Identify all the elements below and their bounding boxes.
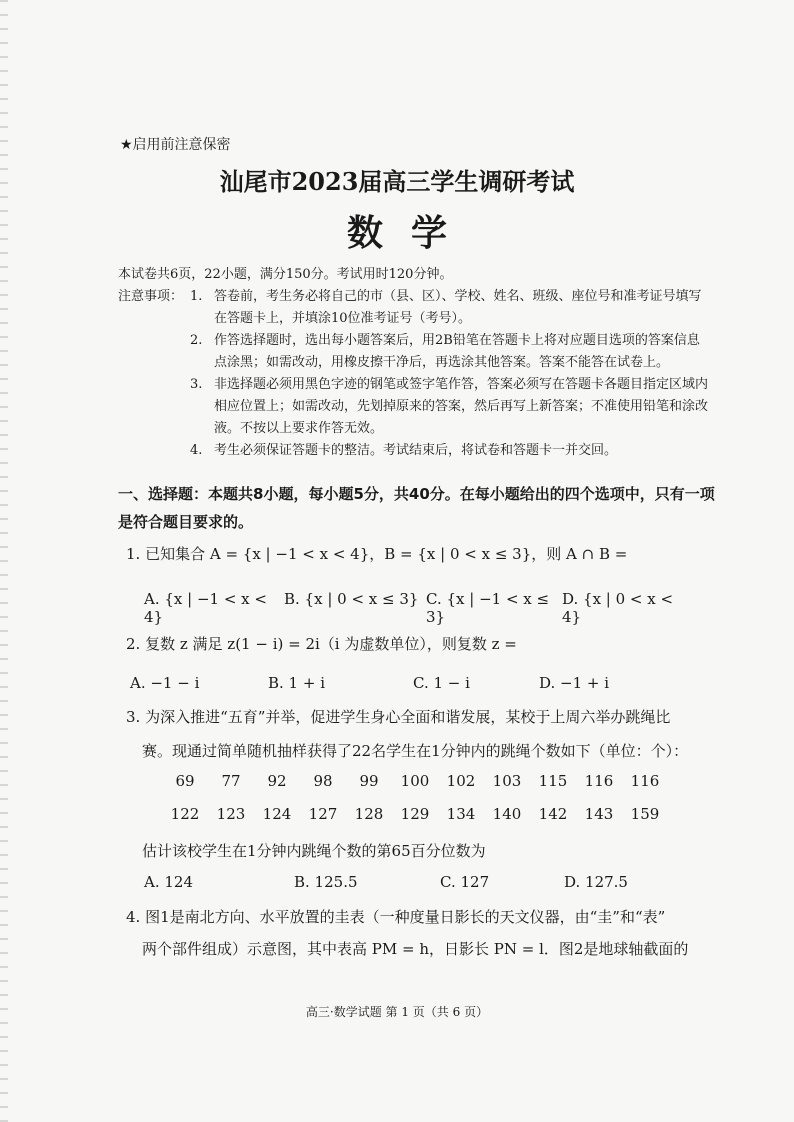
data-value: 134 [446,805,476,823]
data-value: 124 [262,805,292,823]
data-value: 116 [630,772,660,790]
data-value: 128 [354,805,384,823]
note-item [118,374,708,440]
option-b: B. 1 + i [268,674,326,692]
data-value: 92 [267,772,287,790]
question-1-options [144,590,682,626]
section-heading: 一、选择题：本题共8小题，每小题5分，共40分。在每小题给出的四个选项中，只有一项是符合题目要求的。 [118,485,715,531]
question-4-line1: 4. 图1是南北方向、水平放置的圭表（一种度量日影长的天文仪器，由“圭”和“表” [126,908,666,926]
option-a: A. 124 [144,873,193,891]
question-2-options [130,674,659,692]
data-value: 140 [492,805,522,823]
notes-heading: 注意事项： [118,289,184,304]
option-a: A. −1 − i [130,674,200,692]
data-value: 69 [175,772,195,790]
data-value: 142 [538,805,568,823]
data-value: 115 [538,772,568,790]
data-value: 129 [400,805,430,823]
note-item [118,286,708,330]
data-value: 99 [359,772,379,790]
data-value: 122 [170,805,200,823]
note-item [118,330,708,374]
note-text: 答卷前，考生务必将自己的市（县、区）、学校、姓名、班级、座位号和准考证号填写在答题卡上，并填涂10位准考证号（考号）。 [214,289,702,326]
page-footer: 高三·数学试题 第 1 页（共 6 页） [305,1005,489,1019]
data-row-1 [162,772,668,790]
note-text: 考生必须保证答题卡的整洁。考试结束后，将试卷和答题卡一并交回。 [214,443,618,458]
option-b: B. {x | 0 < x ≤ 3} [284,590,419,608]
note-number: 1. [190,289,203,304]
question-1-stem: 1. 已知集合 A = {x | −1 < x < 4}，B = {x | 0 < x ≤ 3}，则 A ∩ B = [126,545,628,563]
note-number: 2. [190,333,203,348]
question-3-question: 估计该校学生在1分钟内跳绳个数的第65百分位数为 [142,842,486,860]
data-value: 127 [308,805,338,823]
data-value: 159 [630,805,660,823]
data-value: 116 [584,772,614,790]
data-value: 100 [400,772,430,790]
option-c: C. 1 − i [413,674,470,692]
note-text: 作答选择题时，选出每小题答案后，用2B铅笔在答题卡上将对应题目选项的答案信息点涂黑；如需改动，用橡皮擦干净后，再选涂其他答案。答案不能答在试卷上。 [214,333,700,370]
option-c: C. {x | −1 < x ≤ 3} [426,590,550,626]
note-number: 4. [190,443,203,458]
note-number: 3. [190,377,203,392]
question-2-stem: 2. 复数 z 满足 z(1 − i) = 2i（i 为虚数单位），则复数 z = [126,635,517,653]
data-value: 98 [313,772,333,790]
data-value: 77 [221,772,241,790]
option-d: D. {x | 0 < x < 4} [562,590,674,626]
option-c: C. 127 [440,873,490,891]
exam-title: 汕尾市2023届高三学生调研考试 [219,167,575,196]
data-value: 143 [584,805,614,823]
option-d: D. 127.5 [564,873,628,891]
confidential-label: ★启用前注意保密 [120,137,231,153]
subject-title: 数学 [346,212,475,254]
note-text: 非选择题必须用黑色字迹的钢笔或签字笔作答，答案必须写在答题卡各题目指定区域内相应位置上；如需改动，先划掉原来的答案，然后再写上新答案；不准使用铅笔和涂改液。不按以上要求作答无效。 [214,377,709,436]
option-a: A. {x | −1 < x < 4} [144,590,267,626]
question-3-stem-line2: 赛。现通过简单随机抽样获得了22名学生在1分钟内的跳绳个数如下（单位：个）： [142,742,689,760]
question-4-line2: 两个部件组成）示意图，其中表高 PM = h，日影长 PN = l．图2是地球轴截面的 [142,940,689,958]
option-b: B. 125.5 [294,873,358,891]
note-item [118,440,708,462]
data-value: 103 [492,772,522,790]
exam-intro: 本试卷共6页，22小题，满分150分。考试用时120分钟。 [118,267,453,282]
notes-block [118,286,708,462]
data-row-2 [162,805,668,823]
question-3-stem-line1: 3. 为深入推进“五育”并举，促进学生身心全面和谐发展，某校于上周六举办跳绳比 [126,708,671,726]
data-value: 102 [446,772,476,790]
data-value: 123 [216,805,246,823]
option-d: D. −1 + i [539,674,610,692]
question-3-options [144,873,664,891]
